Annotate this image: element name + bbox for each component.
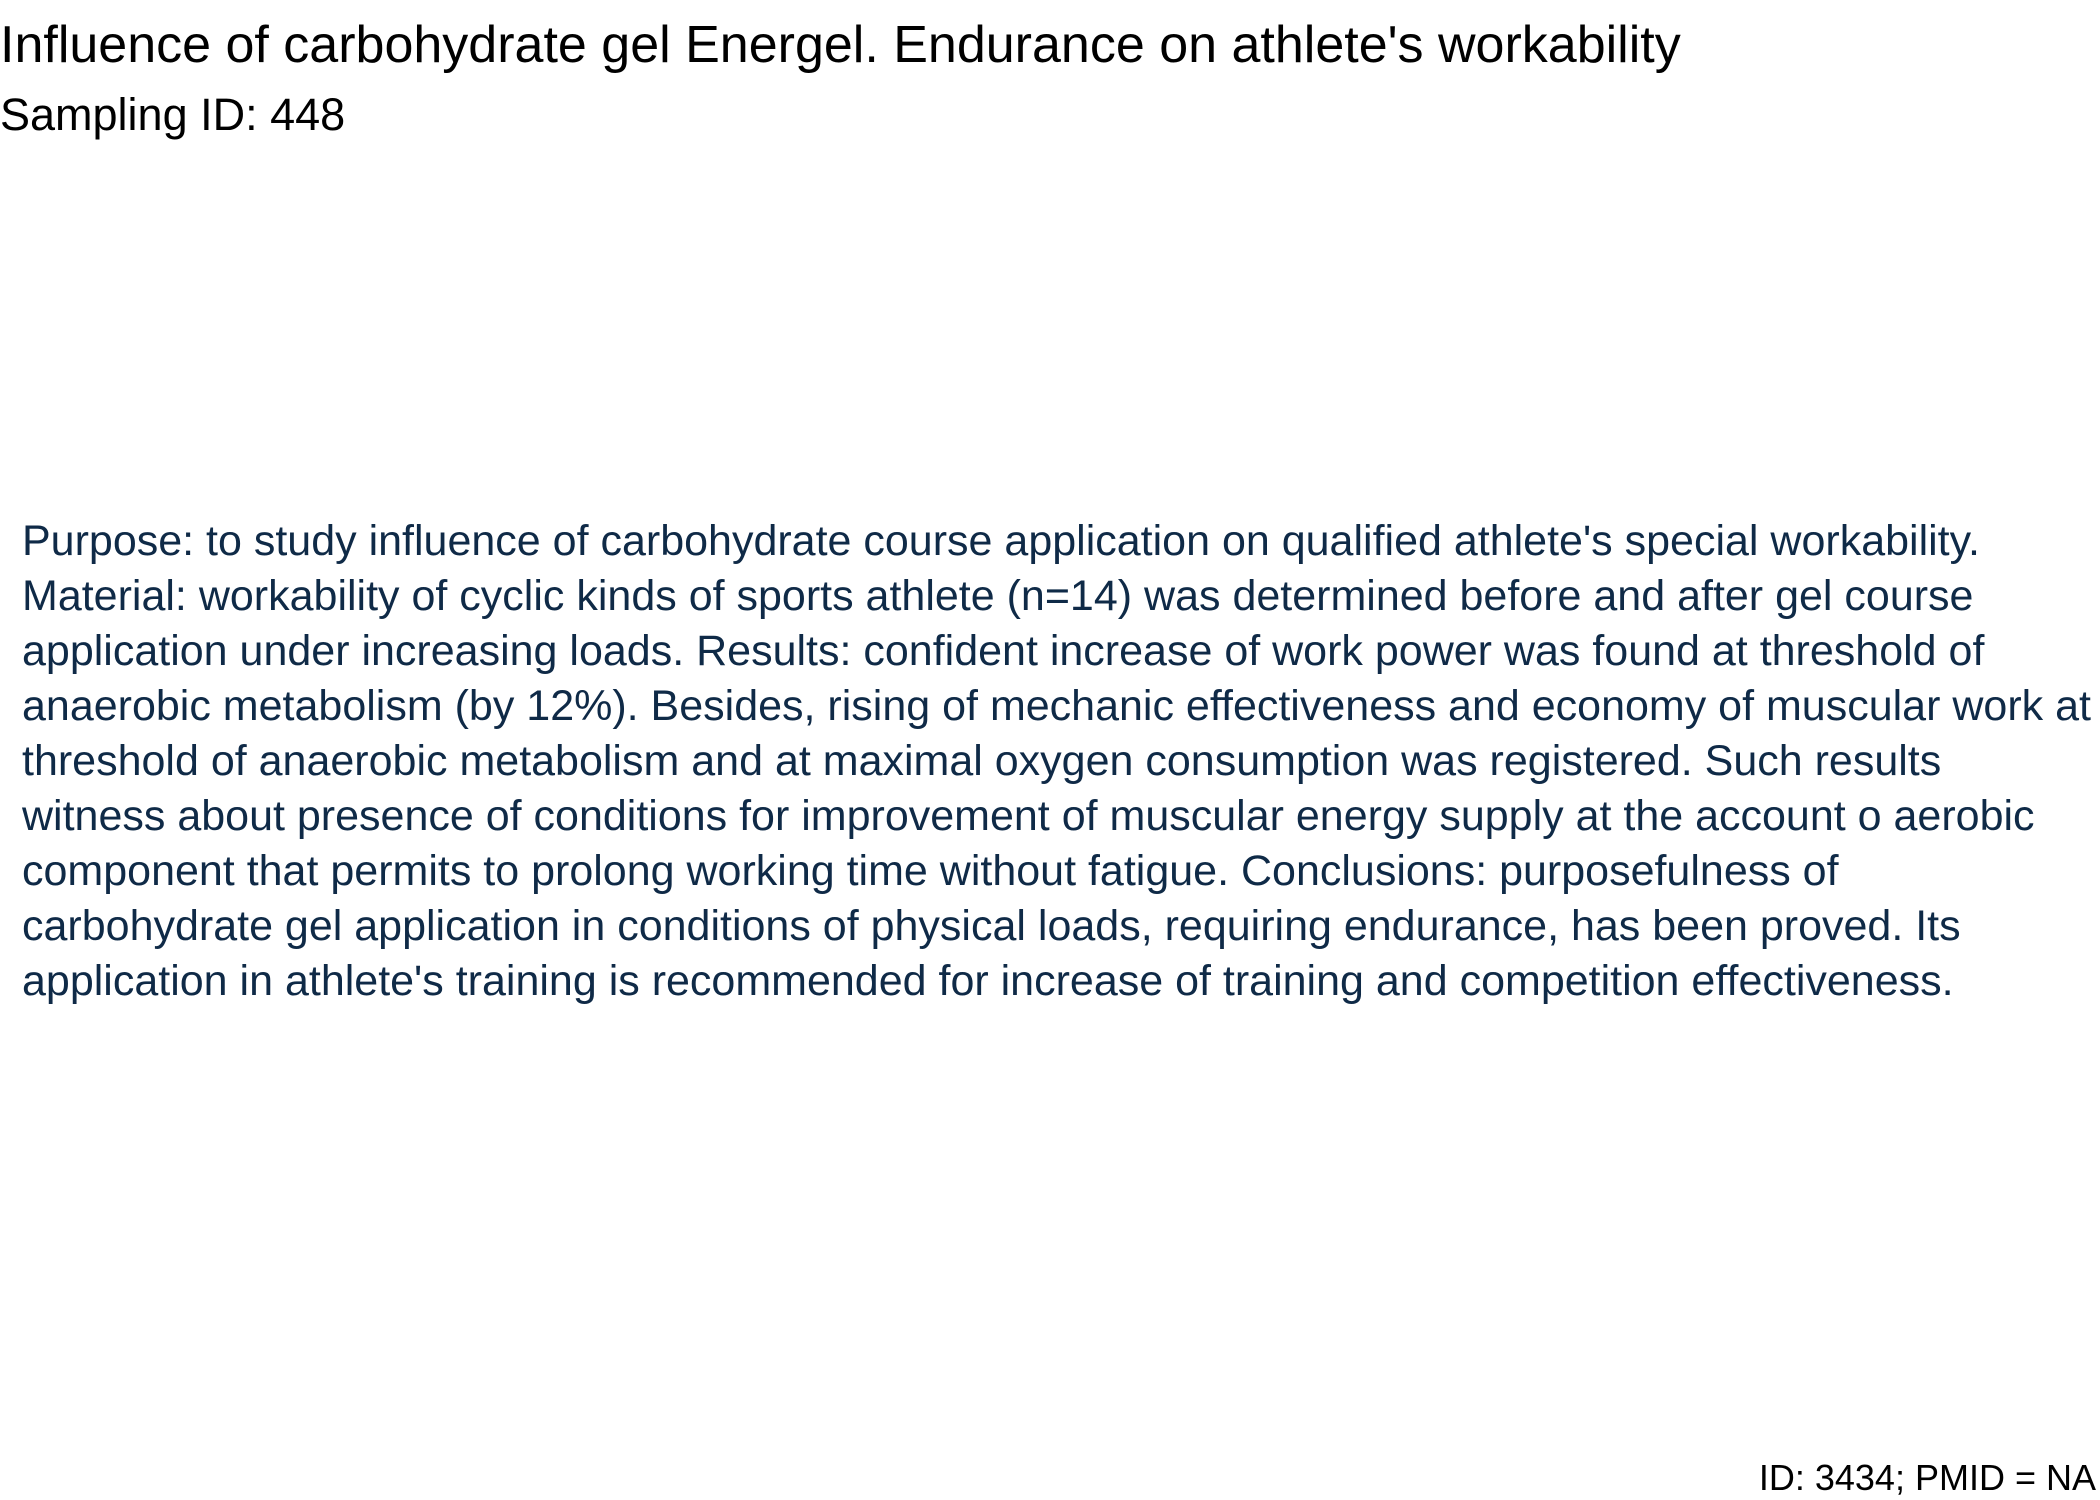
document-title: Influence of carbohydrate gel Energel. Endurance on athlete's workability — [0, 16, 1681, 74]
footer-id: ID: 3434; PMID = NA — [1758, 1457, 2096, 1498]
abstract-text: Purpose: to study influence of carbohydrate course application on qualified athlete's special workability. Material: workability of cyclic kinds of sports athlete (n=14) was determined before and after gel course application under increasing loads. Results: confident increase of work power was found at threshold of anaerobic metabolism (by 12%). Besides, rising of mechanic effectiveness and economy of muscular work at threshold of anaerobic metabolism and at maximal oxygen consumption was registered. Such results witness about presence of conditions for improvement of muscular energy supply at the account o aerobic component that permits to prolong working time without fatigue. Conclusions: purposefulness of carbohydrate gel application in conditions of physical loads, requiring endurance, has been proved. Its application in athlete's training is recommended for increase of training and competition effectiveness. — [22, 517, 2091, 1005]
sampling-id: Sampling ID: 448 — [0, 89, 346, 140]
